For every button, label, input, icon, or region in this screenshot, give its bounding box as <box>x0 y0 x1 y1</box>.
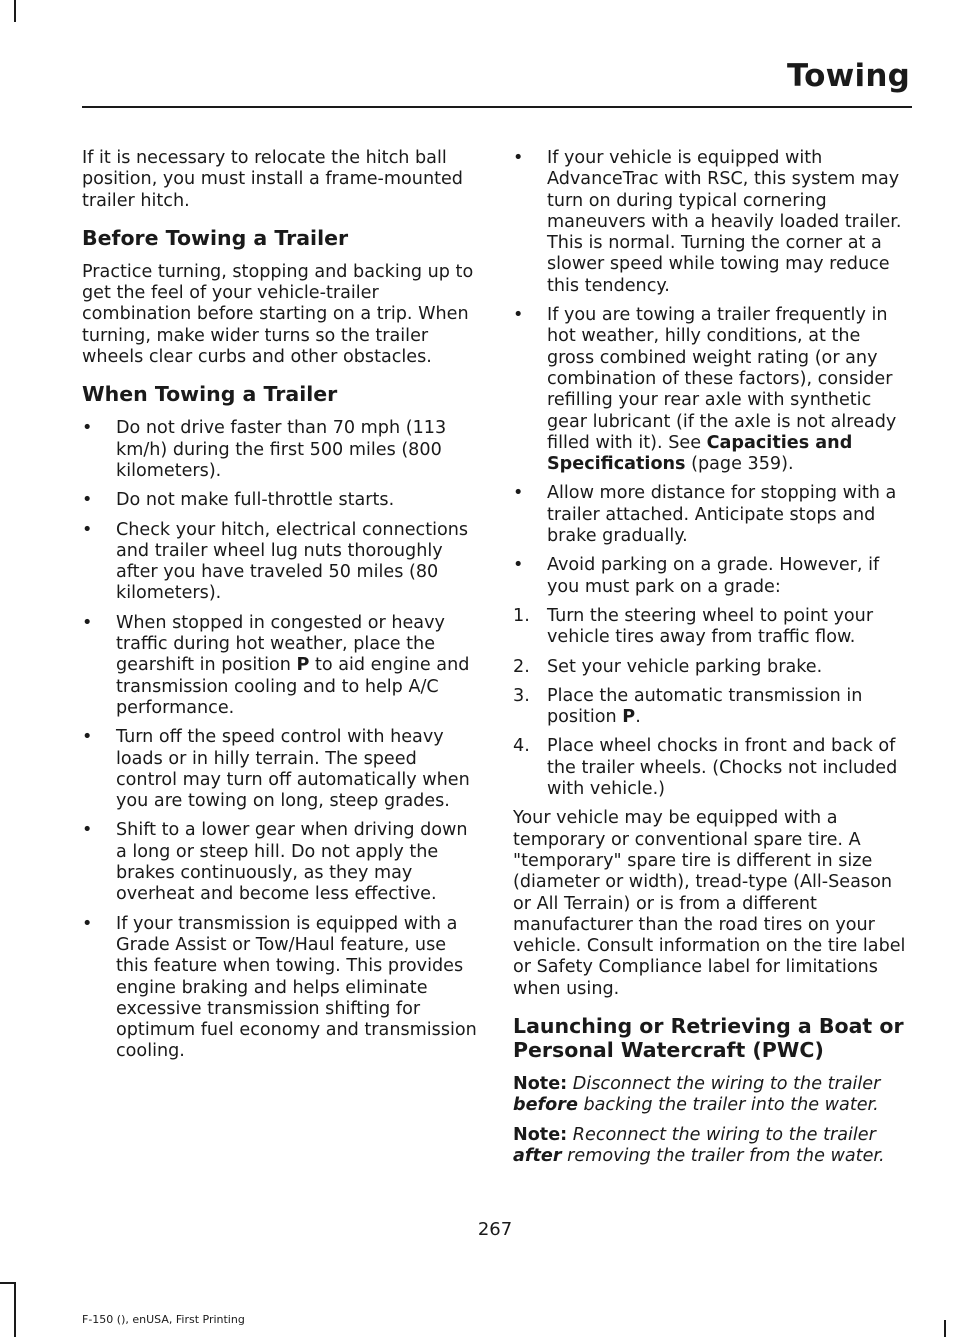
note-emphasis: before <box>513 1095 578 1116</box>
list-item-text: If you are towing a trailer frequently in hot weather, hilly conditions, at the gross combined weight rating (or any combination of these factors), consider refilling your rear axle with synthetic gear lubricant (if the axle is not already filled with it). See <box>547 305 897 453</box>
step-number: 2. <box>513 656 530 677</box>
bullet: • <box>82 519 93 540</box>
list-item-text: Check your hitch, electrical connections and trailer wheel lug nuts thoroughly after you have traveled 50 miles (80 kilometers). <box>116 519 469 604</box>
step-item <box>513 657 908 678</box>
left-column <box>82 148 477 1071</box>
step-item <box>513 606 908 649</box>
bullet: • <box>82 727 93 748</box>
note-text: backing the trailer into the water. <box>577 1095 879 1116</box>
towing-tips-list <box>513 148 908 598</box>
intro-paragraph: If it is necessary to relocate the hitch ball position, you must install a frame-mounted trailer hitch. <box>82 148 463 211</box>
list-item-text: Shift to a lower gear when driving down a long or steep hill. Do not apply the brakes continuously, as they may overheat and become less effective. <box>116 820 468 905</box>
step-text: . <box>635 707 641 728</box>
note-label: Note: <box>513 1073 568 1094</box>
list-item-text: If your vehicle is equipped with AdvanceTrac with RSC, this system may turn on during typical cornering maneuvers with a heavily loaded trailer. This is normal. Turning the corner at a slower speed while towing may reduce this tendency. <box>547 148 902 296</box>
crop-mark-bottom-right <box>944 1320 946 1337</box>
parking-steps-list <box>513 606 908 800</box>
when-towing-heading: When Towing a Trailer <box>82 382 338 407</box>
list-item-text: Turn off the speed control with heavy loads or in hilly terrain. The speed control may turn off automatically when you are towing on long, steep grades. <box>116 727 470 812</box>
spare-tire-paragraph: Your vehicle may be equipped with a temporary or conventional spare tire. A "temporary" spare tire is different in size (diameter or width), tread-type (All-Season or All Terrain) or is from a different manufacturer than the road tires on your vehicle. Consult information on the tire label or Safety Compliance label for limitations when using. <box>513 808 906 999</box>
list-item-text: If your transmission is equipped with a Grade Assist or Tow/Haul feature, use this feature when towing. This provides engine braking and helps eliminate excessive transmission shifting for optimum fuel economy and transmission cooling. <box>116 913 477 1062</box>
bullet: • <box>82 820 93 841</box>
note-text: Reconnect the wiring to the trailer <box>567 1124 876 1145</box>
gear-position-p: P <box>296 655 310 676</box>
bullet: • <box>513 483 524 504</box>
note-emphasis: after <box>513 1145 562 1166</box>
step-text: Place the automatic transmission in position <box>547 685 863 728</box>
list-item-text: to aid engine and transmission cooling and to help A/C performance. <box>116 655 470 718</box>
note-text: removing the trailer from the water. <box>561 1145 885 1166</box>
list-item <box>513 148 908 297</box>
launching-heading: Launching or Retrieving a Boat or Personal Watercraft (PWC) <box>513 1013 904 1062</box>
note-text: Disconnect the wiring to the trailer <box>567 1073 881 1094</box>
list-item-text: When stopped in congested or heavy traffic during hot weather, place the gearshift in position <box>116 612 445 676</box>
gear-position-p: P <box>622 707 636 728</box>
note-label: Note: <box>513 1124 568 1145</box>
bullet: • <box>82 612 93 633</box>
step-text: Turn the steering wheel to point your vehicle tires away from traffic flow. <box>547 605 874 648</box>
list-item <box>82 613 477 719</box>
bullet: • <box>82 490 93 511</box>
list-item-text: Do not make full-throttle starts. <box>116 490 395 511</box>
step-item <box>513 686 908 729</box>
section-title: Towing <box>786 58 910 94</box>
right-column <box>513 148 908 1175</box>
list-item <box>513 483 908 547</box>
bullet: • <box>513 305 524 326</box>
before-towing-paragraph: Practice turning, stopping and backing up to get the feel of your vehicle-trailer combination before starting on a trip. When turning, make wider turns so the trailer wheels clear curbs and other obstacles. <box>82 261 474 368</box>
step-item <box>513 736 908 800</box>
bullet: • <box>513 555 524 576</box>
list-item <box>82 490 477 511</box>
crop-mark-top-left <box>14 0 16 22</box>
list-item <box>82 520 477 605</box>
crop-mark-bottom-left-h <box>0 1282 16 1284</box>
list-item <box>513 305 908 475</box>
footer-text: F-150 (), enUSA, First Printing <box>82 1313 245 1326</box>
bullet: • <box>513 148 524 168</box>
list-item <box>82 727 477 812</box>
note-disconnect <box>513 1074 908 1117</box>
cross-reference-link[interactable]: Capacities and Specifications <box>547 432 853 475</box>
list-item <box>82 914 477 1063</box>
crop-mark-bottom-left <box>14 1282 16 1337</box>
list-item-text: (page 359). <box>685 454 794 475</box>
list-item <box>513 555 908 598</box>
list-item-text: Allow more distance for stopping with a trailer attached. Anticipate stops and brake gradually. <box>547 483 897 547</box>
before-towing-heading: Before Towing a Trailer <box>82 225 349 250</box>
list-item <box>82 820 477 905</box>
when-towing-list <box>82 418 477 1062</box>
bullet: • <box>82 913 93 934</box>
note-reconnect <box>513 1125 908 1168</box>
list-item <box>82 418 477 482</box>
list-item-text: Do not drive faster than 70 mph (113 km/h) during the first 500 miles (800 kilometers). <box>116 418 447 481</box>
step-number: 4. <box>513 736 530 757</box>
bullet: • <box>82 418 93 439</box>
step-text: Place wheel chocks in front and back of the trailer wheels. (Chocks not included with vehicle.) <box>547 736 898 800</box>
list-item-text: Avoid parking on a grade. However, if you must park on a grade: <box>547 555 880 597</box>
step-text: Set your vehicle parking brake. <box>547 656 823 677</box>
page-number: 267 <box>477 1219 513 1240</box>
step-number: 3. <box>513 685 530 706</box>
step-number: 1. <box>513 605 530 626</box>
header-rule <box>82 106 912 108</box>
